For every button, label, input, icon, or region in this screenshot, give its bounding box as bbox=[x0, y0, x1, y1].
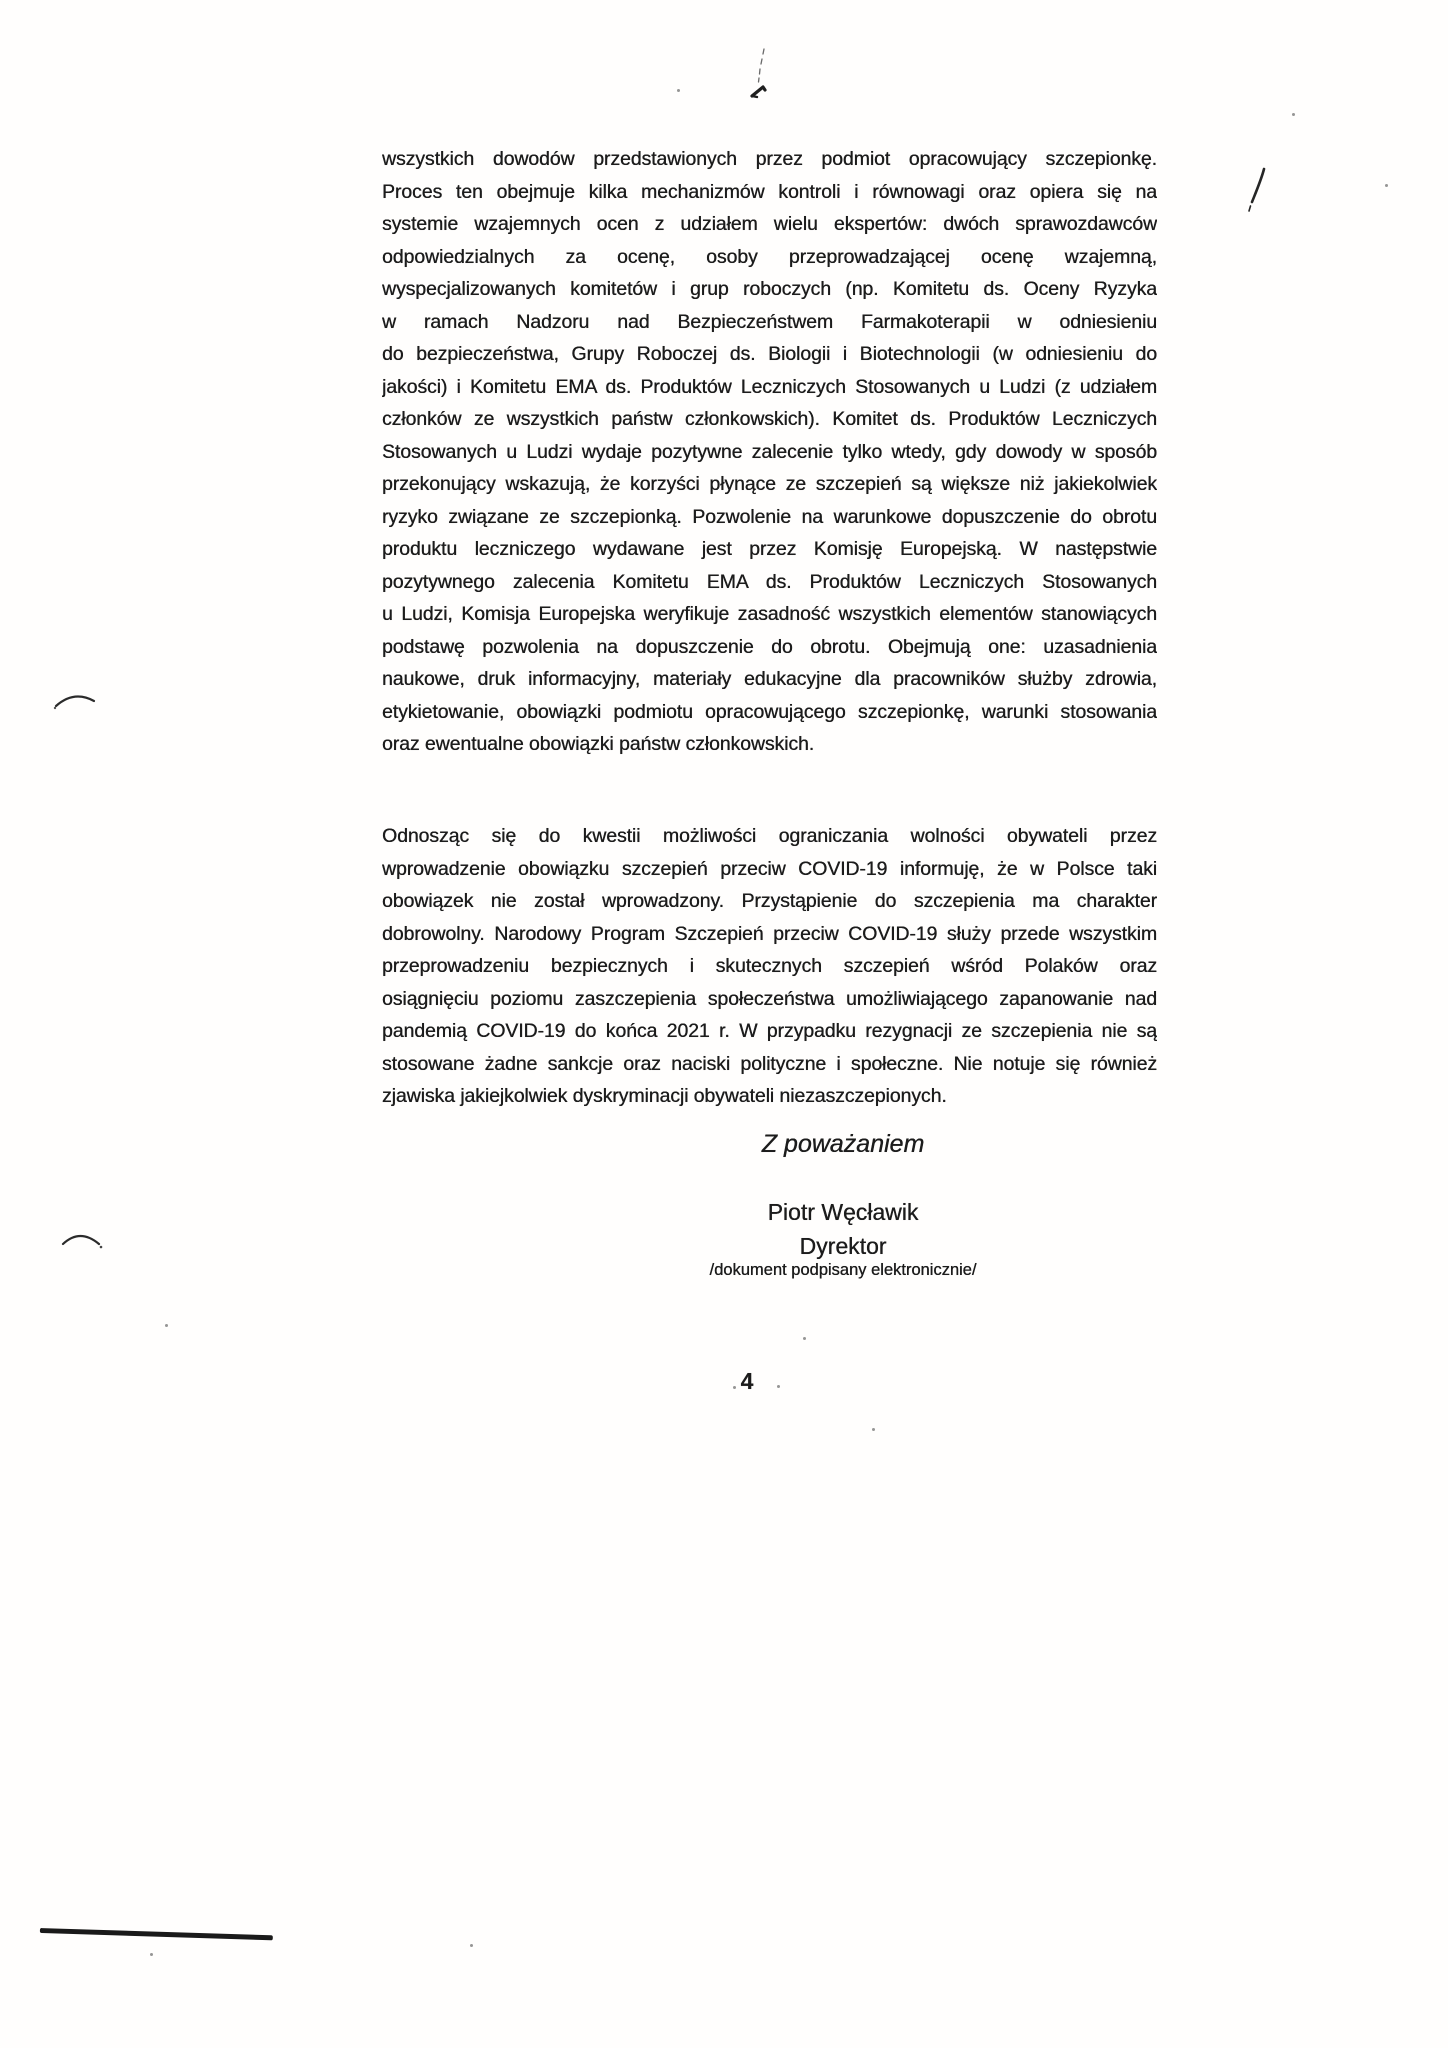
scan-speck bbox=[733, 1386, 736, 1389]
page-number: 4 bbox=[740, 1368, 754, 1394]
text-line: członków ze wszystkich państw członkowskich). Komitet ds. Produktów Leczniczych bbox=[382, 408, 1157, 430]
text-line: oraz ewentualne obowiązki państw członkowskich. bbox=[382, 733, 815, 755]
text-line: wprowadzenie obowiązku szczepień przeciw COVID-19 informuję, że w Polsce taki bbox=[382, 857, 1157, 880]
scan-speck bbox=[470, 1944, 473, 1947]
electronic-signature-note: /dokument podpisany elektronicznie/ bbox=[709, 1261, 977, 1279]
text-line: obowiązek nie został wprowadzony. Przystąpienie do szczepienia ma charakter bbox=[382, 890, 1157, 912]
arc-pen-mark-2 bbox=[60, 1228, 106, 1254]
dotted-squiggle-mark bbox=[748, 46, 778, 102]
scan-speck bbox=[803, 1337, 806, 1340]
scan-speck bbox=[165, 1324, 168, 1327]
scan-speck bbox=[1385, 184, 1388, 187]
text-line: ryzyko związane ze szczepionką. Pozwolenie na warunkowe dopuszczenie do obrotu bbox=[382, 505, 1157, 528]
signer-title: Dyrektor bbox=[799, 1233, 887, 1259]
scan-speck bbox=[872, 1428, 875, 1431]
text-line: u Ludzi, Komisja Europejska weryfikuje zasadność wszystkich elementów stanowiących bbox=[382, 603, 1157, 625]
text-line: wszystkich dowodów przedstawionych przez podmiot opracowujący szczepionkę. bbox=[382, 148, 1157, 170]
text-line: przekonujący wskazują, że korzyści płynące ze szczepień są większe niż jakiekolwiek bbox=[382, 473, 1157, 495]
scan-speck bbox=[777, 1385, 780, 1388]
paragraph-1 bbox=[382, 143, 1157, 761]
text-line: zjawiska jakiejkolwiek dyskryminacji obywateli niezaszczepionych. bbox=[382, 1085, 947, 1107]
arc-pen-mark-1 bbox=[53, 688, 99, 712]
scan-speck bbox=[677, 89, 680, 92]
text-line: Proces ten obejmuje kilka mechanizmów kontroli i równowagi oraz opiera się na bbox=[382, 180, 1157, 203]
text-line: Odnosząc się do kwestii możliwości ograniczania wolności obywateli przez bbox=[382, 825, 1157, 847]
text-line: przeprowadzeniu bezpiecznych i skutecznych szczepień wśród Polaków oraz bbox=[382, 955, 1157, 977]
text-line: stosowane żadne sankcje oraz naciski polityczne i społeczne. Nie notuje się również bbox=[382, 1052, 1157, 1075]
text-line: pozytywnego zalecenia Komitetu EMA ds. Produktów Leczniczych Stosowanych bbox=[382, 570, 1157, 593]
text-line: w ramach Nadzoru nad Bezpieczeństwem Farmakoterapii w odniesieniu bbox=[382, 310, 1157, 333]
closing-phrase: Z poważaniem bbox=[761, 1130, 925, 1158]
text-line: wyspecjalizowanych komitetów i grup roboczych (np. Komitetu ds. Oceny Ryzyka bbox=[382, 278, 1157, 300]
text-line: dobrowolny. Narodowy Program Szczepień przeciw COVID-19 służy przede wszystkim bbox=[382, 922, 1157, 945]
text-line: Stosowanych u Ludzi wydaje pozytywne zalecenie tylko wtedy, gdy dowody w sposób bbox=[382, 440, 1157, 463]
text-line: osiągnięciu poziomu zaszczepienia społeczeństwa umożliwiającego zapanowanie nad bbox=[382, 987, 1157, 1010]
text-line: jakości) i Komitetu EMA ds. Produktów Leczniczych Stosowanych u Ludzi (z udziałem bbox=[382, 375, 1157, 398]
text-line: produktu leczniczego wydawane jest przez Komisję Europejską. W następstwie bbox=[382, 538, 1157, 560]
text-line: podstawę pozwolenia na dopuszczenie do obrotu. Obejmują one: uzasadnienia bbox=[382, 635, 1157, 658]
bottom-scan-line bbox=[40, 1928, 273, 1940]
text-line: do bezpieczeństwa, Grupy Roboczej ds. Biologii i Biotechnologii (w odniesieniu do bbox=[382, 343, 1157, 365]
text-line: odpowiedzialnych za ocenę, osoby przeprowadzającej ocenę wzajemną, bbox=[382, 245, 1157, 268]
text-line: pandemią COVID-19 do końca 2021 r. W przypadku rezygnacji ze szczepienia nie są bbox=[382, 1020, 1157, 1042]
scan-speck bbox=[150, 1953, 153, 1956]
text-line: naukowe, druk informacyjny, materiały edukacyjne dla pracowników służby zdrowia, bbox=[382, 668, 1157, 690]
scan-speck bbox=[1292, 113, 1295, 116]
text-line: systemie wzajemnych ocen z udziałem wielu ekspertów: dwóch sprawozdawców bbox=[382, 213, 1157, 235]
signer-name: Piotr Węcławik bbox=[767, 1199, 919, 1225]
pen-slash-mark bbox=[1244, 166, 1270, 214]
paragraph-2 bbox=[382, 820, 1157, 1113]
text-line: etykietowanie, obowiązki podmiotu opracowującego szczepionkę, warunki stosowania bbox=[382, 700, 1157, 723]
